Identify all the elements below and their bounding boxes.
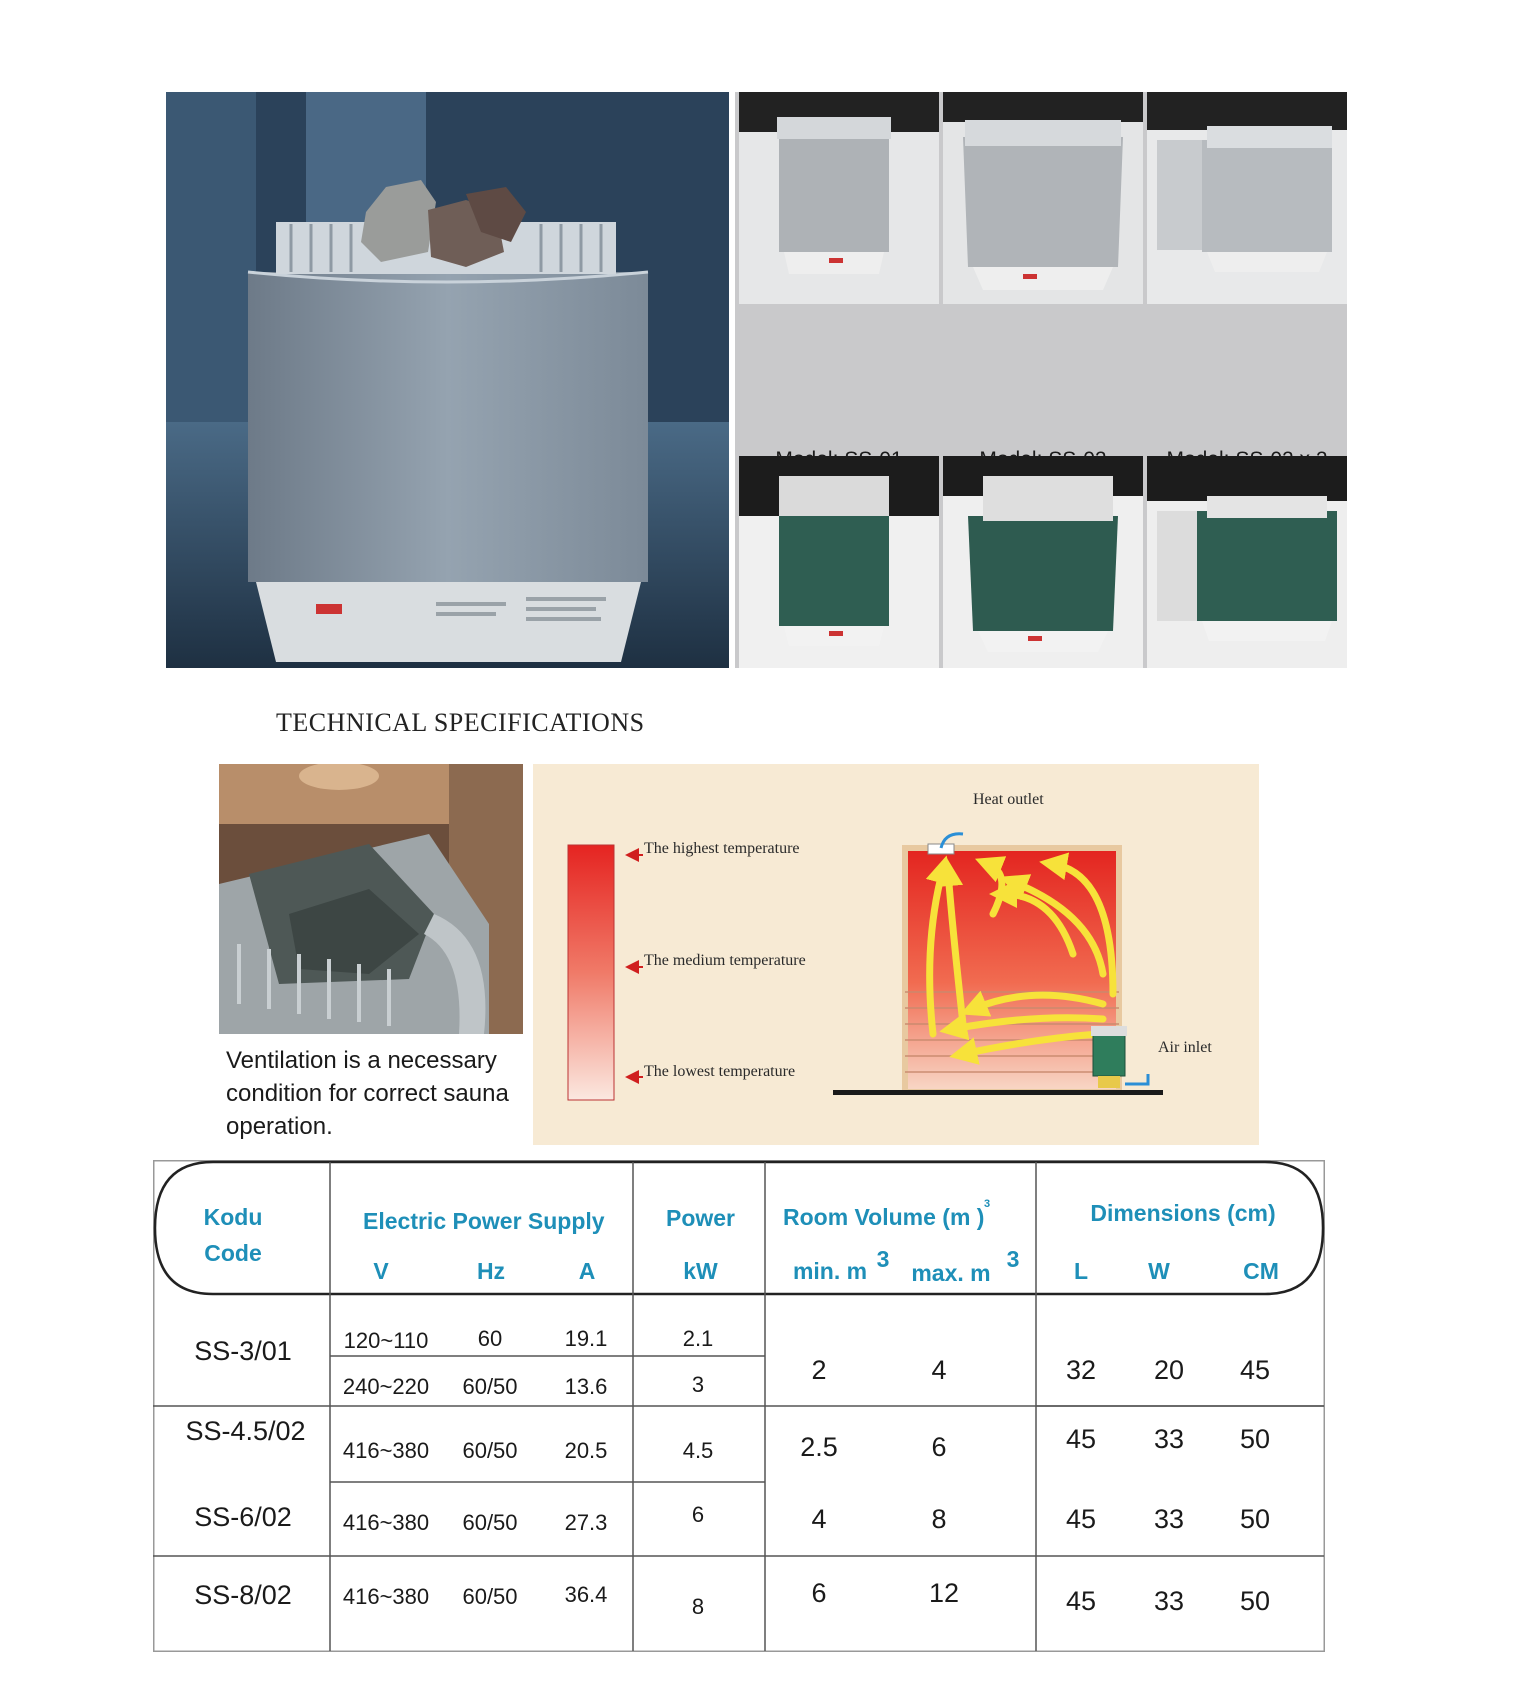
row-ss-6-02-v: 416~380 (342, 1510, 430, 1535)
row-ss-4-5-02-a: 20.5 (564, 1438, 608, 1463)
header-min: min. m (792, 1258, 868, 1284)
row-ss-6-02-cm: 50 (1239, 1504, 1271, 1534)
hero-heater-photo (166, 92, 729, 668)
row-ss-3-01-v1: 120~110 (343, 1328, 429, 1353)
row-ss-4-5-02-hz: 60/50 (462, 1438, 518, 1463)
label-air-inlet: Air inlet (1158, 1039, 1212, 1056)
row-ss-6-02-code: SS-6/02 (194, 1502, 292, 1532)
ventilation-note: Ventilation is a necessary condition for correct sauna operation. (226, 1047, 509, 1140)
row-ss-6-02-a: 27.3 (564, 1510, 608, 1535)
temperature-diagram (533, 764, 1259, 1145)
sauna-airflow-illustration (533, 764, 1259, 1145)
row-ss-3-01-a1: 19.1 (564, 1326, 608, 1351)
model-ss-02x2-green-photo (1147, 456, 1347, 668)
header-min-superscript: 3 (876, 1246, 890, 1272)
row-ss-6-02-hz: 60/50 (462, 1510, 518, 1535)
row-ss-3-01-hz2: 60/50 (462, 1374, 518, 1399)
row-ss-4-5-02-l: 45 (1065, 1424, 1097, 1454)
row-ss-3-01-cm: 45 (1239, 1355, 1271, 1385)
row-ss-6-02-max: 8 (931, 1504, 947, 1534)
row-ss-8-02-v: 416~380 (342, 1584, 430, 1609)
row-ss-3-01-l: 32 (1065, 1355, 1097, 1385)
row-ss-3-01-a2: 13.6 (564, 1374, 608, 1399)
row-ss-6-02-kw: 6 (691, 1502, 705, 1527)
header-w: W (1148, 1258, 1170, 1284)
row-ss-3-01-max: 4 (931, 1355, 947, 1385)
header-kodu: Kodu (203, 1204, 263, 1230)
row-ss-4-5-02-cm: 50 (1239, 1424, 1271, 1454)
header-dimensions: Dimensions (cm) (1090, 1200, 1276, 1226)
row-ss-8-02-w: 33 (1153, 1586, 1185, 1616)
row-ss-4-5-02-kw: 4.5 (682, 1438, 714, 1463)
row-ss-4-5-02-max: 6 (931, 1432, 947, 1462)
heater-stones-photo (219, 764, 523, 1034)
row-ss-3-01-hz1: 60 (477, 1326, 503, 1351)
row-ss-8-02-max: 12 (928, 1578, 960, 1608)
row-ss-8-02-kw: 8 (691, 1594, 705, 1619)
header-l: L (1073, 1258, 1089, 1284)
row-ss-8-02-a: 36.4 (564, 1582, 608, 1607)
header-room-volume: Room Volume (m ) (783, 1204, 985, 1230)
sauna-heater-illustration (166, 92, 729, 668)
spec-table (153, 1160, 1325, 1652)
row-ss-8-02-hz: 60/50 (462, 1584, 518, 1609)
header-room-volume-superscript: 3 (983, 1198, 991, 1210)
model-ss-02-green-photo (943, 456, 1143, 668)
header-max-superscript: 3 (1006, 1246, 1020, 1272)
table-grid (153, 1160, 1325, 1652)
row-ss-3-01-kw2: 3 (691, 1372, 705, 1397)
row-ss-3-01-w: 20 (1153, 1355, 1185, 1385)
row-ss-6-02-w: 33 (1153, 1504, 1185, 1534)
row-ss-4-5-02-min: 2.5 (800, 1432, 838, 1462)
model-ss-01-silver-photo (739, 92, 939, 304)
model-ss-02x2-silver-photo (1147, 92, 1347, 304)
model-ss-02-silver-photo (943, 92, 1143, 304)
model-ss-01-green-photo (739, 456, 939, 668)
row-ss-3-01-min: 2 (811, 1355, 827, 1385)
row-ss-4-5-02-v: 416~380 (342, 1438, 430, 1463)
row-ss-4-5-02-w: 33 (1153, 1424, 1185, 1454)
section-title: TECHNICAL SPECIFICATIONS (276, 708, 645, 737)
header-kw: kW (683, 1258, 718, 1284)
header-max: max. m (911, 1260, 991, 1286)
label-lowest-temperature: The lowest temperature (644, 1063, 796, 1080)
row-ss-3-01-v2: 240~220 (342, 1374, 430, 1399)
row-ss-8-02-l: 45 (1065, 1586, 1097, 1616)
label-highest-temperature: The highest temperature (644, 840, 800, 857)
header-cm: CM (1243, 1258, 1279, 1284)
header-electric-power-supply: Electric Power Supply (363, 1208, 605, 1234)
row-ss-3-01-kw1: 2.1 (682, 1326, 714, 1351)
header-a: A (578, 1258, 596, 1284)
label-medium-temperature: The medium temperature (644, 952, 806, 969)
row-ss-8-02-code: SS-8/02 (194, 1580, 292, 1610)
row-ss-4-5-02-code: SS-4.5/02 (185, 1416, 306, 1446)
label-heat-outlet: Heat outlet (973, 791, 1044, 808)
header-power: Power (665, 1205, 736, 1231)
row-ss-8-02-cm: 50 (1239, 1586, 1271, 1616)
header-code: Code (204, 1240, 262, 1266)
header-hz: Hz (476, 1258, 506, 1284)
row-ss-8-02-min: 6 (811, 1578, 827, 1608)
row-ss-6-02-min: 4 (811, 1504, 827, 1534)
row-ss-6-02-l: 45 (1065, 1504, 1097, 1534)
model-gallery (735, 92, 1347, 668)
row-ss-3-01-code: SS-3/01 (194, 1336, 292, 1366)
header-v: V (373, 1258, 389, 1284)
